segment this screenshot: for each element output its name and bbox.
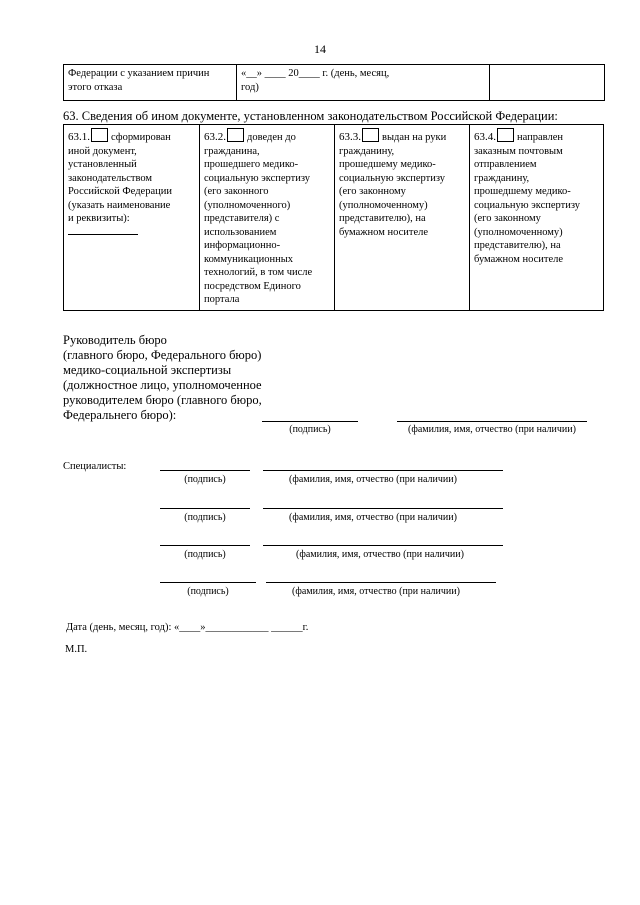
signature-caption: (подпись) <box>289 424 331 435</box>
head-signature-line[interactable] <box>262 421 358 422</box>
option-number: 63.4. <box>474 131 496 143</box>
specialist-fio-line[interactable] <box>263 470 503 471</box>
empty-cell[interactable] <box>490 65 604 100</box>
signature-caption: (подпись) <box>184 474 226 485</box>
option-line: представителю), на <box>339 213 426 224</box>
option-line: портала <box>204 294 240 305</box>
fio-caption: (фамилия, имя, отчество (при наличии) <box>296 549 464 560</box>
option-line: Российской Федерации <box>68 186 172 197</box>
head-line: (должностное лицо, уполномоченное <box>63 378 262 392</box>
option-line: (уполномоченного) <box>204 199 291 211</box>
refusal-date-cell[interactable] <box>237 65 490 100</box>
option-line: бумажном носителе <box>474 253 564 265</box>
specialist-signature-line[interactable] <box>160 470 250 471</box>
option-line: и реквизиты): <box>68 213 130 224</box>
head-fio-line[interactable] <box>397 421 587 422</box>
head-line: (главного бюро, Федерального бюро) <box>63 348 262 362</box>
option-checkbox[interactable] <box>227 128 244 142</box>
date-field[interactable]: Дата (день, месяц, год): «____»____________ ______г. <box>66 622 309 633</box>
option-line: иной документ, <box>68 145 137 157</box>
specialist-fio-line[interactable] <box>263 545 503 546</box>
specialist-signature-line[interactable] <box>160 508 250 509</box>
signature-caption: (подпись) <box>184 512 226 523</box>
option-line: заказным почтовым <box>474 145 563 157</box>
option-line: социальную экспертизу <box>474 199 581 211</box>
specialist-signature-line[interactable] <box>160 545 250 546</box>
option-number: 63.1. <box>68 131 90 143</box>
cell-text: «__» ____ 20____ г. (день, месяц, <box>241 68 390 79</box>
option-line: бумажном носителе <box>339 226 429 238</box>
option-line: установленный <box>68 159 137 170</box>
option-line: законодательством <box>68 172 153 184</box>
option-first-word: сформирован <box>111 132 171 143</box>
option-line: социальную экспертизу <box>339 172 446 184</box>
specialist-fio-line[interactable] <box>263 508 503 509</box>
fio-caption: (фамилия, имя, отчество (при наличии) <box>408 424 576 435</box>
option-number: 63.3. <box>339 131 361 143</box>
option-63-1 <box>64 125 200 310</box>
option-63-3 <box>335 125 470 310</box>
option-line: (его законному <box>339 186 406 197</box>
option-line: гражданина, <box>204 145 260 157</box>
option-line: (уполномоченному) <box>339 199 428 211</box>
option-line: гражданину, <box>474 172 530 184</box>
cell-text: год) <box>241 82 259 93</box>
bureau-head-label <box>63 333 262 423</box>
option-line: гражданину, <box>339 145 395 157</box>
option-line: коммуникационных <box>204 253 294 265</box>
fio-caption: (фамилия, имя, отчество (при наличии) <box>289 512 457 523</box>
option-first-word: выдан на руки <box>382 132 447 143</box>
option-line: посредством Единого <box>204 280 301 292</box>
specialist-signature-line[interactable] <box>160 582 256 583</box>
option-line: прошедшему медико- <box>339 159 436 170</box>
cell-text: этого отказа <box>68 82 123 93</box>
option-first-word: направлен <box>517 132 564 143</box>
option-line: технологий, в том числе <box>204 267 313 278</box>
option-line: информационно- <box>204 240 281 251</box>
option-63-4 <box>470 125 603 310</box>
specialists-label: Специалисты: <box>63 461 127 472</box>
signature-caption: (подпись) <box>187 586 229 597</box>
section-63-title: 63. Сведения об ином документе, установленном законодательством Российской Федерации: <box>63 109 558 123</box>
option-line: (указать наименование <box>68 199 171 211</box>
document-options-table <box>63 124 604 311</box>
head-line: руководителем бюро (главного бюро, <box>63 393 262 407</box>
option-line: прошедшему медико- <box>474 186 571 197</box>
option-line: представителю), на <box>474 240 561 251</box>
option-checkbox[interactable] <box>362 128 379 142</box>
signature-caption: (подпись) <box>184 549 226 560</box>
option-line: (его законного <box>204 186 269 197</box>
option-63-2 <box>200 125 335 310</box>
refusal-table <box>63 64 605 101</box>
option-checkbox[interactable] <box>497 128 514 142</box>
document-details-field[interactable] <box>68 234 138 235</box>
option-line: (уполномоченному) <box>474 226 563 238</box>
option-line: социальную экспертизу <box>204 172 311 184</box>
refusal-reason-cell <box>64 65 237 100</box>
cell-text: Федерации с указанием причин <box>68 68 210 79</box>
option-line: представителя) с <box>204 213 280 224</box>
fio-caption: (фамилия, имя, отчество (при наличии) <box>292 586 460 597</box>
specialist-fio-line[interactable] <box>266 582 496 583</box>
head-line: медико-социальной экспертизы <box>63 363 232 377</box>
head-line: Федеральнего бюро): <box>63 408 177 422</box>
option-checkbox[interactable] <box>91 128 108 142</box>
option-line: использованием <box>204 226 277 238</box>
head-line: Руководитель бюро <box>63 333 167 347</box>
page-number: 14 <box>314 42 326 56</box>
option-line: (его законному <box>474 213 541 224</box>
option-line: прошедшего медико- <box>204 159 299 170</box>
option-first-word: доведен до <box>247 132 296 143</box>
option-line: отправлением <box>474 159 537 170</box>
stamp-place-label: М.П. <box>65 644 88 655</box>
option-number: 63.2. <box>204 131 226 143</box>
fio-caption: (фамилия, имя, отчество (при наличии) <box>289 474 457 485</box>
